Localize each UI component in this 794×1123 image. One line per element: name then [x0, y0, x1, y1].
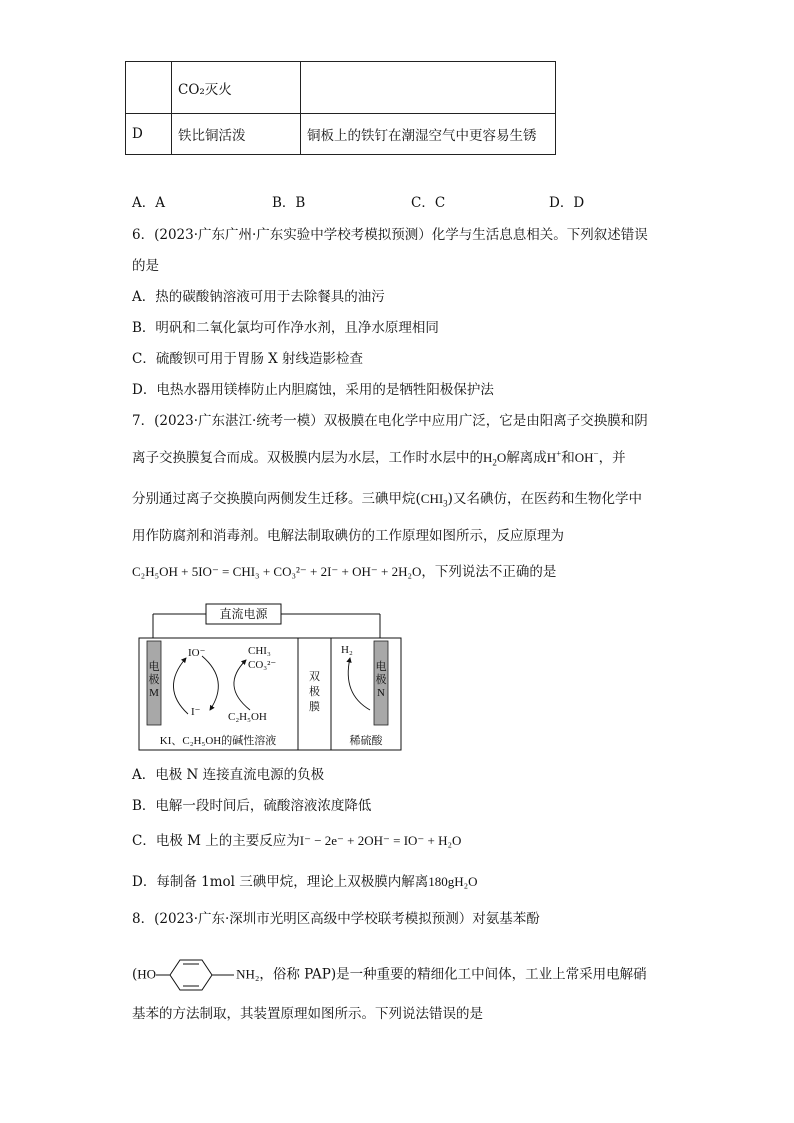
- electrode-m-char-2: 极: [148, 674, 160, 686]
- option-b: B．B: [272, 195, 306, 211]
- membrane-char-2: 极: [309, 686, 320, 698]
- question-7-stem: 7．(2023·广东湛江·统考一模）双极膜在电化学中应用广泛，它是由阳离子交换膜和阴: [132, 413, 648, 429]
- electrode-n-char-1: 电: [375, 661, 387, 673]
- table-cell: 铜板上的铁钉在潮湿空气中更容易生锈: [301, 114, 556, 155]
- option-c: C．C: [411, 195, 446, 211]
- question-7-line2: 离子交换膜复合而成。双极膜内层为水层，工作时水层中的$H_2O$解离成H+和OH−，并: [132, 448, 626, 468]
- left-solution-label: KI、C₂H₅OH的碱性溶液: [159, 735, 277, 747]
- i-minus-label: I⁻: [191, 706, 201, 718]
- electrolysis-diagram: [138, 602, 402, 752]
- table-cell: [301, 62, 556, 114]
- table-cell: 铁比铜活泼: [172, 114, 301, 155]
- structure-ho: HO: [137, 966, 157, 982]
- question-7-line4: 用作防腐剂和消毒剂。电解法制取碘仿的工作原理如图所示，反应原理为: [132, 528, 564, 544]
- electrode-m-char-3: M: [149, 687, 159, 699]
- electrode-n-char-3: N: [377, 687, 385, 699]
- q7-option-a: A．电极 N 连接直流电源的负极: [132, 767, 325, 783]
- option-a: A．A: [132, 195, 165, 211]
- chi3-label: CHI₃: [248, 645, 271, 657]
- membrane-char-3: 膜: [309, 701, 320, 713]
- question-6-stem-cont: 的是: [132, 258, 159, 274]
- h2-label: H₂: [341, 644, 353, 656]
- question-8-line3: 基苯的方法制取，其装置原理如图所示。下列说法错误的是: [132, 1006, 483, 1022]
- question-7-equation: C₂H₅OH + 5IO⁻ = CHI₃ + CO₃²⁻ + 2I⁻ + OH⁻ + 2H₂O，下列说法不正确的是: [132, 564, 557, 580]
- question-6-stem: 6．(2023·广东广州·广东实验中学校考模拟预测）化学与生活息息相关。下列叙述错误: [132, 227, 648, 243]
- q7-option-c: C．电极 M 上的主要反应为I⁻ − 2e⁻ + 2OH⁻ = IO⁻ + H₂O: [132, 833, 462, 849]
- structure-nh2: NH₂: [236, 966, 260, 982]
- option-d: D．D: [549, 195, 585, 211]
- ethanol-label: C₂H₅OH: [228, 711, 267, 723]
- q6-option-d: D．电热水器用镁棒防止内胆腐蚀，采用的是牺牲阳极保护法: [132, 382, 494, 398]
- membrane-char-1: 双: [309, 671, 320, 683]
- q7-option-b: B．电解一段时间后，硫酸溶液浓度降低: [132, 798, 372, 814]
- table-cell: [126, 62, 172, 114]
- right-solution-label: 稀硫酸: [349, 735, 383, 747]
- question-7-line3: 分别通过离子交换膜向两侧发生迁移。三碘甲烷$(CHI_3)$又名碘仿，在医药和生物化学中: [132, 491, 642, 509]
- power-source-label: 直流电源: [219, 607, 268, 621]
- q6-option-c: C．硫酸钡可用于胃肠 X 射线造影检查: [132, 351, 364, 367]
- co3-label: CO₃²⁻: [248, 659, 277, 671]
- q7-option-d: D．每制备 1mol 三碘甲烷，理论上双极膜内解离180gH₂O: [132, 874, 478, 890]
- answer-table: [125, 61, 556, 155]
- question-8-stem: 8．(2023·广东·深圳市光明区高级中学校联考模拟预测）对氨基苯酚: [132, 911, 540, 927]
- electrode-n-char-2: 极: [375, 674, 387, 686]
- table-cell: D: [126, 114, 172, 155]
- question-8-line2: (HO NH₂，俗称 PAP)是一种重要的精细化工中间体，工业上常采用电解硝: [132, 958, 647, 992]
- benzene-ring-icon: [156, 958, 236, 992]
- electrode-m-char-1: 电: [148, 661, 160, 673]
- table-cell: CO₂灭火: [172, 62, 301, 114]
- io-minus-label: IO⁻: [188, 647, 206, 659]
- q6-option-b: B．明矾和二氧化氯均可作净水剂，且净水原理相同: [132, 320, 439, 336]
- q6-option-a: A．热的碳酸钠溶液可用于去除餐具的油污: [132, 289, 385, 305]
